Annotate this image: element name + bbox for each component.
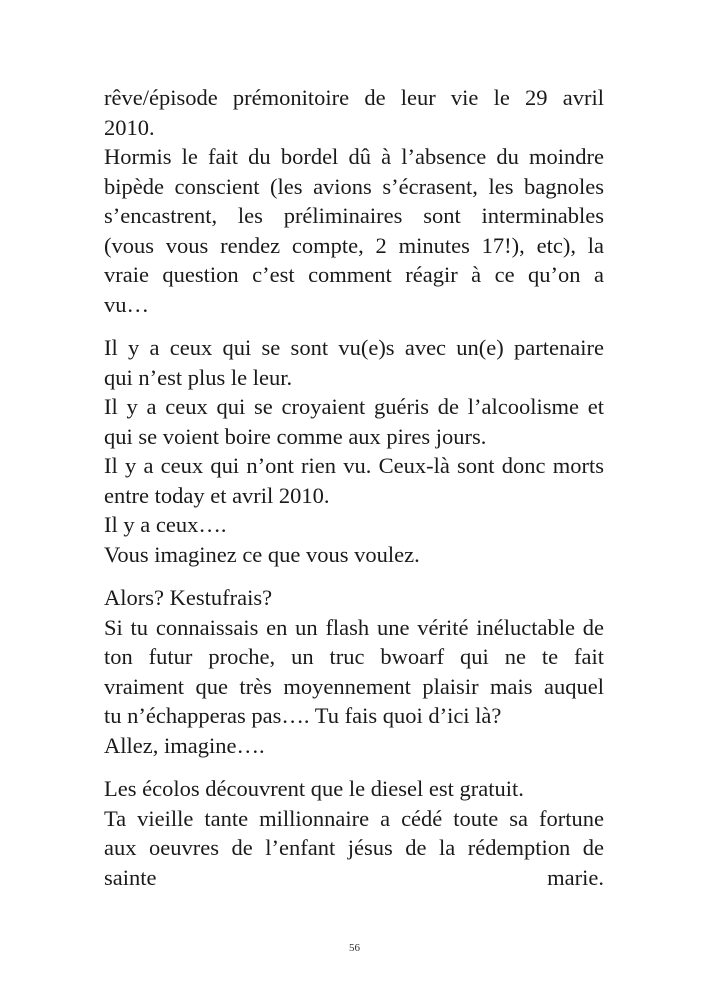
text-line: (vous vous rendez compte, 2 minutes 17!), etc), la: [104, 232, 604, 258]
text-line: s’encastrent, les préliminaires sont interminables: [104, 203, 604, 228]
text-line: sainte marie.: [104, 864, 604, 890]
paragraph-4: [104, 774, 604, 892]
text-line: Alors? Kestufrais?: [104, 585, 273, 610]
text-line: qui n’est plus le leur.: [104, 364, 293, 390]
text-line: aux oeuvres de l’enfant jésus de la rédemption de: [104, 835, 604, 860]
text-line: Si tu connaissais en un flash une vérité inéluctable de: [104, 614, 604, 640]
paragraph-2: [104, 333, 604, 569]
text-line: vu…: [104, 291, 149, 317]
text-line: Il y a ceux qui n’ont rien vu. Ceux-là sont donc morts: [104, 453, 604, 478]
text-line: entre today et avril 2010.: [104, 482, 330, 508]
text-line: tu n’échapperas pas…. Tu fais quoi d’ici là?: [104, 703, 502, 728]
text-line: Il y a ceux qui se sont vu(e)s avec un(e) partenaire: [104, 335, 604, 360]
text-line: Vous imaginez ce que vous voulez.: [104, 541, 420, 567]
text-line: vraie question c’est comment réagir à ce qu’on a: [104, 262, 604, 287]
text-line: qui se voient boire comme aux pires jours.: [104, 423, 487, 449]
text-line: Il y a ceux qui se croyaient guéris de l’alcoolisme et: [104, 394, 604, 419]
text-line: ton futur proche, un truc bwoarf qui ne te fait: [104, 644, 604, 669]
paragraph-3: [104, 583, 604, 760]
text-line: Il y a ceux….: [104, 512, 227, 537]
body-text: [104, 83, 604, 906]
paragraph-1: [104, 83, 604, 319]
text-line: vraiment que très moyennement plaisir mais auquel: [104, 673, 604, 699]
text-line: bipède conscient (les avions s’écrasent, les bagnoles: [104, 173, 604, 199]
text-line: Les écolos découvrent que le diesel est gratuit.: [104, 776, 524, 801]
text-line: 2010.: [104, 114, 155, 140]
text-line: Ta vieille tante millionnaire a cédé toute sa fortune: [104, 805, 604, 831]
text-line: Allez, imagine….: [104, 732, 265, 758]
text-line: rêve/épisode prémonitoire de leur vie le 29 avril: [104, 85, 604, 110]
text-line: Hormis le fait du bordel dû à l’absence du moindre: [104, 144, 604, 169]
page-number: 56: [349, 942, 360, 954]
